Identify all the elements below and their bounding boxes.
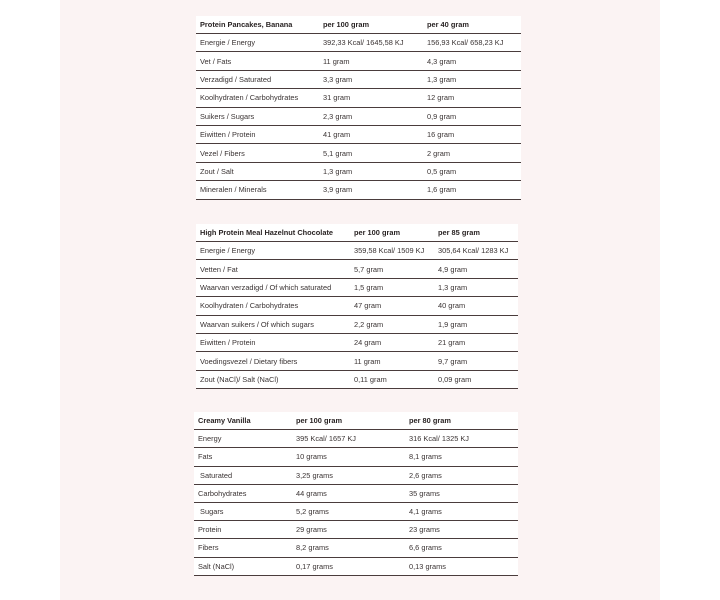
table-row [194,521,518,539]
value-per-portion: 1,6 gram [423,181,521,199]
value-per-100: 2,3 gram [319,107,423,125]
nutrition-table-creamy-vanilla [194,412,518,576]
value-per-portion: 16 gram [423,125,521,143]
table-row [196,370,518,388]
table-row [196,352,518,370]
column-header: per 80 gram [405,412,518,430]
nutrient-name: Waarvan verzadigd / Of which saturated [196,278,350,296]
nutrient-name: Suikers / Sugars [196,107,319,125]
value-per-100: 10 grams [292,448,405,466]
value-per-portion: 0,9 gram [423,107,521,125]
nutrient-name: Saturated [194,466,292,484]
value-per-portion: 0,09 gram [434,370,518,388]
value-per-100: 31 gram [319,89,423,107]
table-row [196,34,521,52]
table-row [196,315,518,333]
nutrient-name: Salt (NaCl) [194,557,292,575]
nutrient-name: Sugars [194,502,292,520]
product-name: Protein Pancakes, Banana [196,16,319,34]
nutrient-name: Waarvan suikers / Of which sugars [196,315,350,333]
value-per-portion: 21 gram [434,333,518,351]
table-row [196,125,521,143]
value-per-portion: 35 grams [405,484,518,502]
table-header-row [194,412,518,430]
value-per-100: 359,58 Kcal/ 1509 KJ [350,242,434,260]
value-per-portion: 2,6 grams [405,466,518,484]
value-per-100: 392,33 Kcal/ 1645,58 KJ [319,34,423,52]
value-per-portion: 0,5 gram [423,162,521,180]
value-per-100: 1,3 gram [319,162,423,180]
value-per-100: 44 grams [292,484,405,502]
table-row [194,502,518,520]
value-per-100: 0,17 grams [292,557,405,575]
value-per-portion: 12 gram [423,89,521,107]
nutrient-name: Koolhydraten / Carbohydrates [196,297,350,315]
nutrient-name: Verzadigd / Saturated [196,70,319,88]
nutrient-name: Mineralen / Minerals [196,181,319,199]
table-row [196,278,518,296]
table-header-row [196,16,521,34]
nutrient-name: Zout / Salt [196,162,319,180]
value-per-portion: 8,1 grams [405,448,518,466]
nutrient-name: Vezel / Fibers [196,144,319,162]
table-row [194,448,518,466]
value-per-portion: 1,9 gram [434,315,518,333]
nutrient-name: Vetten / Fat [196,260,350,278]
value-per-100: 5,1 gram [319,144,423,162]
value-per-portion: 4,1 grams [405,502,518,520]
table-row [196,297,518,315]
table-row [196,70,521,88]
nutrition-table-pancakes [196,16,521,200]
value-per-100: 5,7 gram [350,260,434,278]
value-per-100: 11 gram [319,52,423,70]
value-per-100: 395 Kcal/ 1657 KJ [292,430,405,448]
value-per-100: 47 gram [350,297,434,315]
value-per-100: 41 gram [319,125,423,143]
value-per-portion: 316 Kcal/ 1325 KJ [405,430,518,448]
value-per-100: 1,5 gram [350,278,434,296]
table-row [194,466,518,484]
nutrition-table-hazelnut-chocolate [196,224,518,389]
nutrient-name: Energy [194,430,292,448]
nutrient-name: Fibers [194,539,292,557]
nutrient-name: Eiwitten / Protein [196,125,319,143]
table-row [196,162,521,180]
value-per-portion: 6,6 grams [405,539,518,557]
value-per-100: 3,25 grams [292,466,405,484]
nutrient-name: Zout (NaCl)/ Salt (NaCl) [196,370,350,388]
value-per-portion: 1,3 gram [423,70,521,88]
nutrient-name: Vet / Fats [196,52,319,70]
table-row [194,430,518,448]
table-row [194,539,518,557]
value-per-100: 0,11 gram [350,370,434,388]
value-per-100: 3,3 gram [319,70,423,88]
table-row [196,107,521,125]
nutrient-name: Fats [194,448,292,466]
nutrient-name: Energie / Energy [196,242,350,260]
nutrient-name: Carbohydrates [194,484,292,502]
value-per-portion: 9,7 gram [434,352,518,370]
table-row [196,242,518,260]
value-per-100: 3,9 gram [319,181,423,199]
table-row [196,333,518,351]
column-header: per 100 gram [350,224,434,242]
nutrient-name: Energie / Energy [196,34,319,52]
value-per-portion: 4,9 gram [434,260,518,278]
product-name: Creamy Vanilla [194,412,292,430]
nutrient-name: Koolhydraten / Carbohydrates [196,89,319,107]
value-per-100: 24 gram [350,333,434,351]
column-header: per 100 gram [319,16,423,34]
value-per-100: 5,2 grams [292,502,405,520]
value-per-portion: 1,3 gram [434,278,518,296]
table-row [194,484,518,502]
table-row [194,557,518,575]
table-row [196,181,521,199]
value-per-100: 11 gram [350,352,434,370]
value-per-portion: 156,93 Kcal/ 658,23 KJ [423,34,521,52]
table-row [196,144,521,162]
value-per-portion: 2 gram [423,144,521,162]
column-header: per 85 gram [434,224,518,242]
table-row [196,89,521,107]
value-per-100: 8,2 grams [292,539,405,557]
value-per-portion: 4,3 gram [423,52,521,70]
nutrient-name: Voedingsvezel / Dietary fibers [196,352,350,370]
value-per-portion: 23 grams [405,521,518,539]
nutrient-name: Protein [194,521,292,539]
product-name: High Protein Meal Hazelnut Chocolate [196,224,350,242]
table-header-row [196,224,518,242]
value-per-100: 2,2 gram [350,315,434,333]
value-per-portion: 305,64 Kcal/ 1283 KJ [434,242,518,260]
nutrient-name: Eiwitten / Protein [196,333,350,351]
value-per-portion: 0,13 grams [405,557,518,575]
value-per-portion: 40 gram [434,297,518,315]
column-header: per 40 gram [423,16,521,34]
table-row [196,260,518,278]
column-header: per 100 gram [292,412,405,430]
table-row [196,52,521,70]
value-per-100: 29 grams [292,521,405,539]
